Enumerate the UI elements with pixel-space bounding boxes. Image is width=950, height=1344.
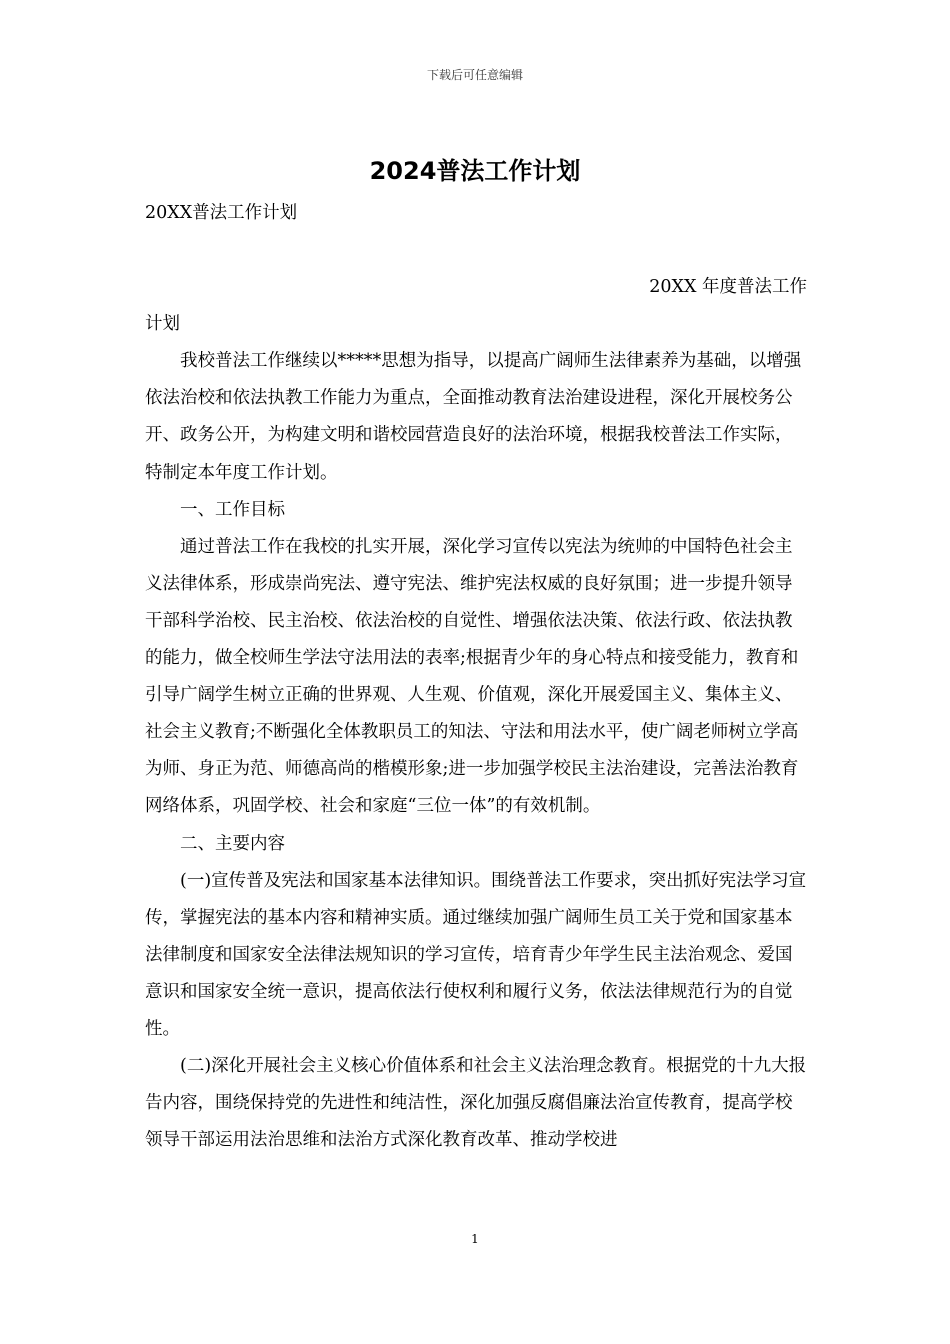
document-subtitle: 20XX普法工作计划 (145, 203, 298, 223)
header-note: 下载后可任意编辑 (426, 68, 523, 82)
document-title: 2024普法工作计划 (369, 157, 581, 185)
document-body (145, 195, 807, 1159)
intro-paragraph: 我校普法工作继续以*****思想为指导，以提高广阔师生法律素养为基础，以增强依法治校和依法执教工作能力为重点，全面推动教育法治建设进程，深化开展校务公开、政务公开，为构建文明和谐校园营造良好的法治环境，根据我校普法工作实际，特制定本年度工作计划。 (145, 351, 802, 483)
year-plan-line: 20XX 年度普法工作 (649, 277, 807, 298)
section-heading-content: 二、主要内容 (180, 833, 285, 854)
page-number: 1 (471, 1232, 479, 1246)
section-heading-goals: 一、工作目标 (180, 499, 285, 520)
content-item-1: (一)宣传普及宪法和国家基本法律知识。围绕普法工作要求，突出抓好宪法学习宣传，掌握宪法的基本内容和精神实质。通过继续加强广阔师生员工关于党和国家基本法律制度和国家安全法律法规知识的学习宣传，培育青少年学生民主法治观念、爱国意识和国家安全统一意识，提高依法行使权利和履行义务，依法法律规范行为的自觉性。 (145, 870, 807, 1039)
goals-paragraph: 通过普法工作在我校的扎实开展，深化学习宣传以宪法为统帅的中国特色社会主义法律体系，形成崇尚宪法、遵守宪法、维护宪法权威的良好氛围；进一步提升领导干部科学治校、民主治校、依法治校的自觉性、增强依法决策、依法行政、依法执教的能力，做全校师生学法守法用法的表率;根据青少年的身心特点和接受能力，教育和引导广阔学生树立正确的世界观、人生观、价值观，深化开展爱国主义、集体主义、社会主义教育;不断强化全体教职员工的知法、守法和用法水平，使广阔老师树立学高为师、身正为范、师德高尚的楷模形象;进一步加强学校民主法治建设，完善法治教育网络体系，巩固学校、社会和家庭“三位一体”的有效机制。 (145, 536, 799, 817)
year-plan-line-continued: 计划 (145, 314, 180, 335)
content-item-2: (二)深化开展社会主义核心价值体系和社会主义法治理念教育。根据党的十九大报告内容，围绕保持党的先进性和纯洁性，深化加强反腐倡廉法治宣传教育，提高学校领导干部运用法治思维和法治方式深化教育改革、推动学校进 (145, 1056, 807, 1151)
